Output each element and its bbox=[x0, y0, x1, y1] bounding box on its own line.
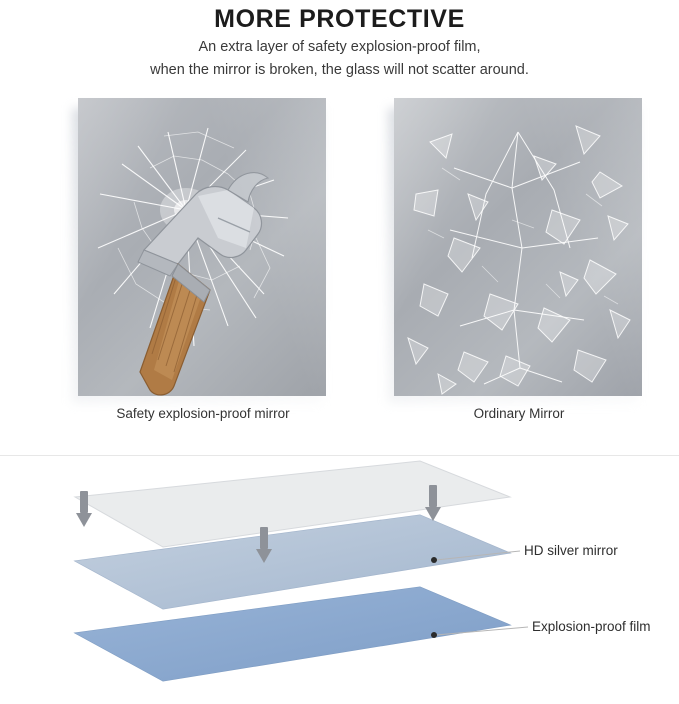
subtitle-line-1: An extra layer of safety explosion-proof film, bbox=[198, 39, 481, 55]
shattered-glass-illustration bbox=[394, 98, 642, 396]
label-hd-silver-mirror: HD silver mirror bbox=[524, 543, 618, 558]
leader-dot-hd bbox=[431, 557, 437, 563]
layer-stack-illustration bbox=[0, 455, 679, 699]
caption-ordinary-mirror: Ordinary Mirror bbox=[473, 406, 565, 421]
hammer-cracked-mirror-illustration bbox=[78, 98, 326, 396]
label-explosion-proof-film: Explosion-proof film bbox=[532, 619, 651, 634]
safety-mirror-plate bbox=[78, 98, 326, 396]
caption-safety-mirror: Safety explosion-proof mirror bbox=[116, 406, 290, 421]
panel-ordinary-mirror bbox=[394, 98, 644, 421]
subtitle-line-2: when the mirror is broken, the glass will not scatter around. bbox=[150, 62, 529, 78]
page-title: MORE PROTECTIVE bbox=[214, 5, 465, 33]
panel-safety-mirror bbox=[78, 98, 328, 421]
leader-dot-film bbox=[431, 632, 437, 638]
layer-diagram-section bbox=[0, 455, 679, 699]
ordinary-mirror-plate bbox=[394, 98, 642, 396]
hammer-handle bbox=[140, 264, 210, 395]
comparison-section bbox=[0, 98, 679, 428]
header bbox=[0, 0, 679, 82]
hammer-head bbox=[138, 173, 268, 276]
page-subtitle bbox=[0, 36, 679, 82]
